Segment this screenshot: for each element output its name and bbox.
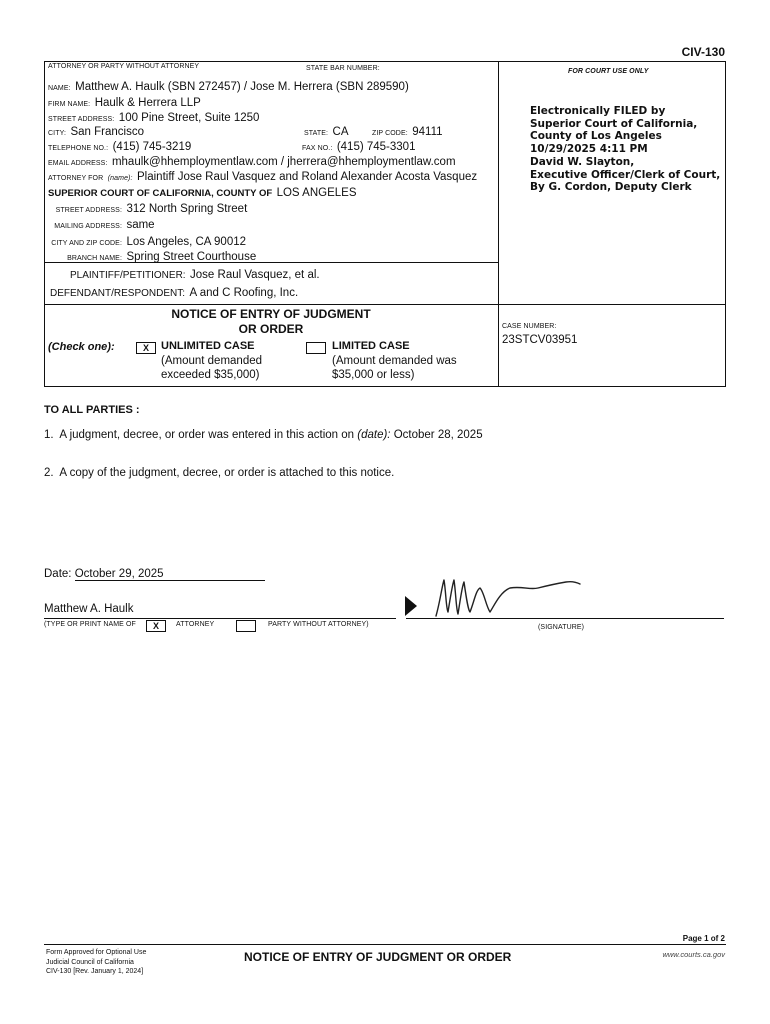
date-value[interactable]: October 29, 2025 — [75, 568, 265, 581]
footer-left-line: CIV-130 [Rev. January 1, 2024] — [46, 968, 144, 975]
filing-stamp — [530, 105, 720, 194]
title-line-2: OR ORDER — [238, 322, 304, 336]
court-mailing-value: same — [126, 219, 155, 231]
stamp-line: County of Los Angeles — [530, 130, 662, 143]
limited-case-sub1: (Amount demanded was — [332, 355, 457, 367]
attorney-for-value: Plaintiff Jose Raul Vasquez and Roland Alexander Acosta Vasquez — [137, 171, 478, 183]
phone-value: (415) 745-3219 — [112, 141, 192, 153]
signature-arrow-icon — [405, 596, 417, 616]
fax-label: FAX NO.: — [302, 145, 333, 152]
item-2-number: 2. — [44, 467, 54, 479]
date-row — [44, 568, 265, 581]
defendant-row — [50, 283, 298, 301]
type-print-label: (TYPE OR PRINT NAME OF — [44, 621, 136, 628]
footer-rule — [44, 944, 726, 945]
street-label: STREET ADDRESS: — [48, 116, 115, 123]
email-value: mhaulk@hhemploymentlaw.com / jherrera@hhemploymentlaw.com — [111, 156, 456, 168]
plaintiff-row — [70, 265, 320, 283]
signature-label: (SIGNATURE) — [538, 624, 585, 631]
stamp-line: Executive Officer/Clerk of Court, — [530, 168, 721, 181]
page-number: Page 1 of 2 — [682, 934, 725, 943]
attorney-for-label: ATTORNEY FOR — [48, 175, 104, 182]
case-number: 23STCV03951 — [502, 334, 578, 346]
parties-divider — [44, 304, 726, 305]
stamp-line: David W. Slayton, — [530, 155, 635, 168]
limited-case-label: LIMITED CASE — [332, 340, 410, 352]
court-cityzip-value: Los Angeles, CA 90012 — [126, 236, 247, 248]
case-number-label: CASE NUMBER: — [502, 323, 557, 330]
city-label: CITY: — [48, 130, 67, 137]
state-bar-label: STATE BAR NUMBER: — [306, 65, 380, 72]
footer-title: NOTICE OF ENTRY OF JUDGMENT OR ORDER — [244, 950, 512, 964]
stamp-line: By G. Cordon, Deputy Clerk — [530, 181, 692, 194]
phone-label: TELEPHONE NO.: — [48, 145, 109, 152]
party-checkbox[interactable] — [236, 620, 256, 632]
attorney-name-label: NAME: — [48, 85, 71, 92]
state-value: CA — [332, 126, 349, 138]
item-1-number: 1. — [44, 429, 54, 441]
attorney-for-name-label: (name): — [107, 175, 133, 182]
item-1 — [44, 429, 483, 441]
stamp-line: Electronically FILED by — [530, 105, 666, 117]
court-mailing-row — [48, 215, 155, 233]
to-all-parties: TO ALL PARTIES : — [44, 404, 140, 416]
stamp-line: 10/29/2025 4:11 PM — [530, 143, 648, 156]
attorney-checkbox[interactable]: X — [146, 620, 166, 632]
court-heading: SUPERIOR COURT OF CALIFORNIA, COUNTY OF — [48, 188, 273, 199]
court-cityzip-label: CITY AND ZIP CODE: — [51, 240, 122, 247]
court-branch-label: BRANCH NAME: — [67, 255, 122, 262]
unlimited-case-sub1: (Amount demanded — [161, 355, 263, 367]
court-street-label: STREET ADDRESS: — [55, 207, 122, 214]
zip-value: 94111 — [412, 126, 443, 138]
court-street-value: 312 North Spring Street — [126, 203, 248, 215]
court-use-label: FOR COURT USE ONLY — [568, 68, 649, 75]
signature-line — [406, 618, 724, 619]
defendant-label: DEFENDANT/RESPONDENT: — [50, 288, 186, 299]
attorney-header-label: ATTORNEY OR PARTY WITHOUT ATTORNEY — [48, 63, 200, 70]
footer-url[interactable]: www.courts.ca.gov — [662, 950, 725, 959]
stamp-line: Superior Court of California, — [530, 117, 698, 130]
document-title — [44, 307, 498, 337]
check-one-label: (Check one): — [48, 341, 115, 353]
unlimited-case-label: UNLIMITED CASE — [161, 340, 255, 352]
limited-case-checkbox[interactable] — [306, 342, 326, 354]
party-check-label: PARTY WITHOUT ATTORNEY) — [268, 621, 369, 628]
attorney-name: Matthew A. Haulk (SBN 272457) / Jose M. Herrera (SBN 289590) — [75, 81, 409, 93]
city-value: San Francisco — [70, 126, 144, 138]
court-mailing-label: MAILING ADDRESS: — [54, 223, 122, 230]
footer-left-line: Form Approved for Optional Use — [46, 949, 147, 956]
footer-left-line: Judicial Council of California — [46, 958, 134, 966]
street-value: 100 Pine Street, Suite 1250 — [118, 112, 260, 124]
unlimited-case-checkbox[interactable]: X — [136, 342, 156, 354]
email-label: EMAIL ADDRESS: — [48, 160, 108, 167]
firm-label: FIRM NAME: — [48, 101, 91, 108]
item-1-date: October 28, 2025 — [393, 429, 483, 441]
signature-mark — [430, 572, 590, 622]
footer-left — [46, 948, 146, 977]
title-line-1: NOTICE OF ENTRY OF JUDGMENT — [171, 307, 371, 321]
firm-name: Haulk & Herrera LLP — [94, 97, 201, 109]
form-id: CIV-130 — [681, 45, 725, 59]
plaintiff-label: PLAINTIFF/PETITIONER: — [70, 270, 186, 281]
defendant-value: A and C Roofing, Inc. — [189, 287, 299, 299]
caption-divider — [498, 61, 499, 387]
print-name-line — [44, 618, 396, 619]
item-1-text: A judgment, decree, or order was entered in this action on — [59, 429, 355, 441]
attorney-check-label: ATTORNEY — [176, 621, 215, 628]
limited-case-sub2: $35,000 or less) — [332, 369, 415, 381]
item-2-text: A copy of the judgment, decree, or order is attached to this notice. — [59, 467, 395, 479]
unlimited-case-sub2: exceeded $35,000) — [161, 369, 260, 381]
plaintiff-value: Jose Raul Vasquez, et al. — [190, 269, 320, 281]
court-branch-row — [48, 247, 256, 265]
item-1-date-label: (date): — [357, 429, 391, 441]
zip-label: ZIP CODE: — [372, 130, 408, 137]
item-2 — [44, 467, 394, 479]
court-county: LOS ANGELES — [276, 187, 357, 199]
court-branch-value: Spring Street Courthouse — [126, 251, 257, 263]
state-label: STATE: — [304, 130, 329, 137]
print-name[interactable]: Matthew A. Haulk — [44, 603, 134, 615]
fax-value: (415) 745-3301 — [336, 141, 416, 153]
date-label: Date: — [44, 568, 72, 580]
